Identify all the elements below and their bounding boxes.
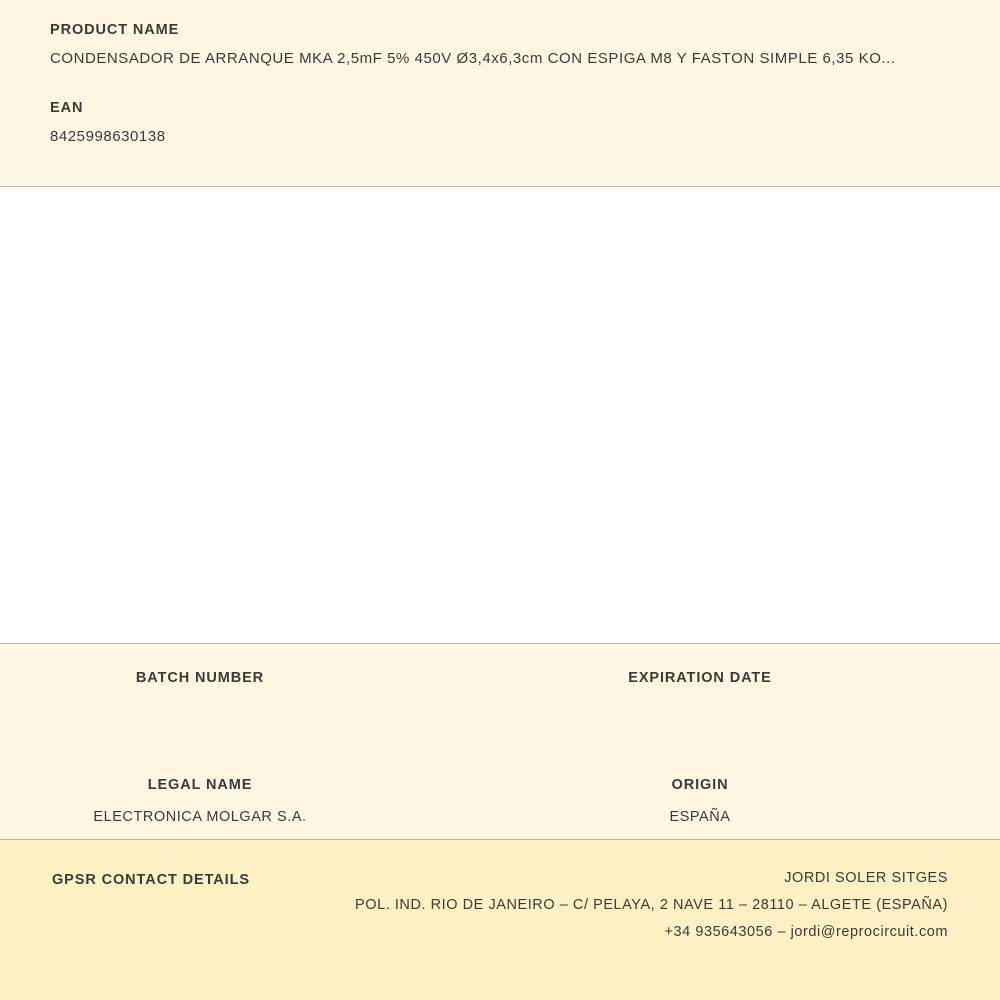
batch-number-value <box>0 702 400 719</box>
gpsr-contact-section <box>0 840 1000 1000</box>
origin-value: ESPAÑA <box>669 809 731 825</box>
product-name-label: PRODUCT NAME <box>50 22 180 38</box>
ean-label: EAN <box>50 100 84 116</box>
legal-name-field <box>0 777 500 826</box>
image-placeholder-area <box>0 187 1000 644</box>
gpsr-contact-lines <box>355 870 948 940</box>
expiration-date-label: EXPIRATION DATE <box>628 670 772 686</box>
details-row-legal <box>0 777 1000 826</box>
origin-field <box>500 777 1000 826</box>
ean-value: 8425998630138 <box>50 128 166 145</box>
product-details-section <box>0 644 1000 840</box>
origin-label: ORIGIN <box>671 777 729 793</box>
product-info-section <box>0 0 1000 187</box>
gpsr-contact-name: JORDI SOLER SITGES <box>784 870 948 886</box>
expiration-date-value <box>500 702 900 719</box>
gpsr-contact-address: POL. IND. RIO DE JANEIRO – C/ PELAYA, 2 NAVE 11 – 28110 – ALGETE (ESPAÑA) <box>355 897 948 913</box>
batch-number-label: BATCH NUMBER <box>135 670 265 686</box>
details-row-batch <box>0 670 1000 719</box>
expiration-date-field <box>500 670 1000 719</box>
legal-name-label: LEGAL NAME <box>147 777 253 793</box>
spacer <box>50 67 950 100</box>
batch-number-field <box>0 670 500 719</box>
gpsr-contact-title: GPSR CONTACT DETAILS <box>52 872 250 888</box>
gpsr-contact-phone-email: +34 935643056 – jordi@reprocircuit.com <box>664 924 948 940</box>
legal-name-value: ELECTRONICA MOLGAR S.A. <box>93 809 307 825</box>
product-name-value: CONDENSADOR DE ARRANQUE MKA 2,5mF 5% 450V Ø3,4x6,3cm CON ESPIGA M8 Y FASTON SIMPLE 6,35 KO... <box>50 50 896 67</box>
